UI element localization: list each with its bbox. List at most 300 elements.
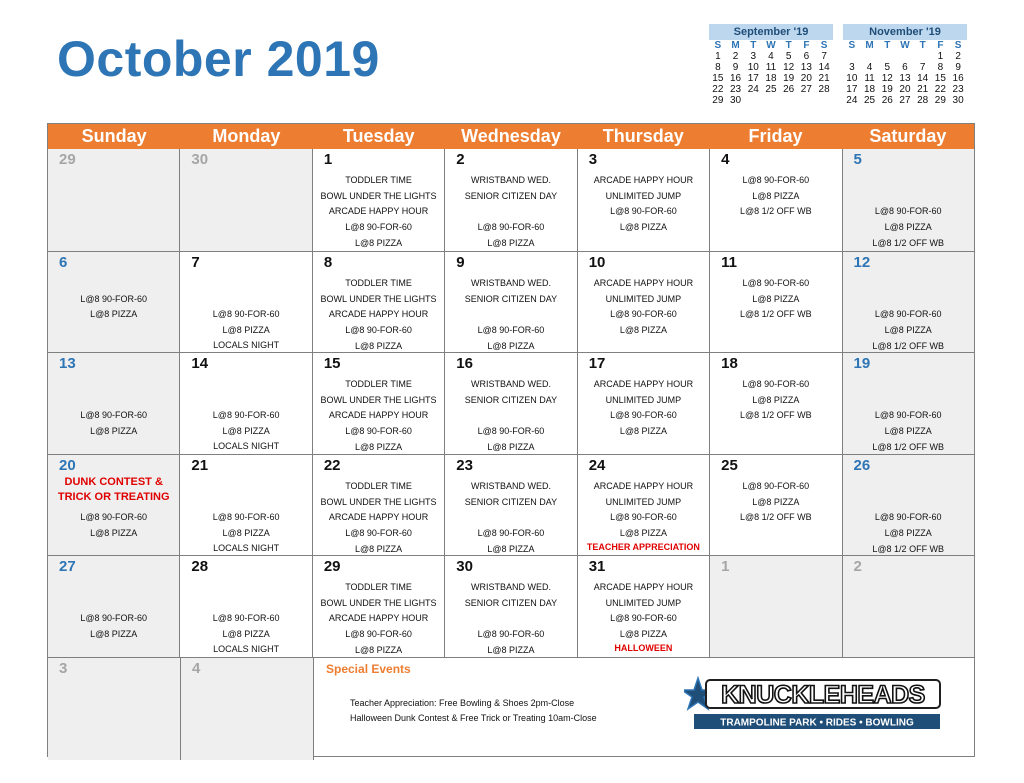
- event-text: L@8 PIZZA: [884, 527, 932, 538]
- event-text: HALLOWEEN: [614, 643, 673, 653]
- event-text: WRISTBAND WED.: [470, 582, 551, 592]
- day-number: 4: [192, 659, 201, 677]
- event-text: L@8 PIZZA: [90, 527, 138, 538]
- day-number: 18: [721, 355, 738, 372]
- mini-calendar-day-names: [843, 40, 967, 51]
- event-text: ARCADE HAPPY HOUR: [593, 582, 694, 592]
- mini-day: 8: [715, 62, 721, 73]
- event-text: L@8 PIZZA: [487, 238, 535, 248]
- event-text: L@8 90-FOR-60: [610, 206, 677, 216]
- mini-day: [744, 95, 762, 106]
- mini-day: 6: [803, 51, 810, 62]
- day-cell: [842, 353, 974, 454]
- mini-day: 20: [899, 84, 911, 95]
- event-text: L@8 PIZZA: [752, 191, 800, 201]
- event-text: SENIOR CITIZEN DAY: [464, 293, 558, 304]
- day-number: 4: [721, 151, 730, 168]
- mini-day: 7: [919, 62, 926, 73]
- event-text: ARCADE HAPPY HOUR: [328, 511, 429, 522]
- event-text: L@8 PIZZA: [884, 426, 932, 436]
- event-text: L@8 90-FOR-60: [80, 613, 148, 623]
- weekday-header-thursday: Thursday: [602, 126, 684, 146]
- event-text: L@8 PIZZA: [752, 293, 800, 304]
- event-text: L@8 PIZZA: [222, 629, 270, 639]
- event-text: L@8 90-FOR-60: [874, 308, 942, 319]
- mini-day: 8: [937, 62, 944, 73]
- day-number: 15: [323, 355, 341, 372]
- day-number: 27: [59, 558, 76, 575]
- week-row: [48, 555, 974, 657]
- day-number: 24: [588, 456, 606, 474]
- event-text: SENIOR CITIZEN DAY: [464, 191, 558, 201]
- mini-calendar-september: [709, 24, 833, 106]
- mini-day-name: T: [919, 40, 926, 51]
- day-number: 29: [59, 151, 76, 168]
- day-cell: [709, 556, 841, 657]
- mini-day: [815, 95, 833, 106]
- mini-day: 10: [846, 73, 858, 84]
- day-cell: [179, 556, 311, 657]
- event-text: L@8 1/2 OFF WB: [872, 238, 945, 248]
- event-text: BOWL UNDER THE LIGHTS: [320, 293, 437, 304]
- event-text: L@8 PIZZA: [619, 222, 667, 232]
- event-text: L@8 90-FOR-60: [345, 426, 412, 436]
- mini-day: 29: [712, 95, 724, 106]
- event-text: ARCADE HAPPY HOUR: [593, 277, 694, 288]
- day-number: 20: [59, 456, 76, 474]
- event-text: TODDLER TIME: [345, 480, 412, 491]
- mini-calendar-month-title: September '19: [709, 24, 833, 40]
- day-cell: [179, 252, 311, 353]
- mini-day: 22: [934, 84, 946, 95]
- day-cell: [709, 455, 841, 556]
- event-text: L@8 1/2 OFF WB: [872, 340, 945, 351]
- mini-calendar-week: [843, 84, 967, 95]
- mini-day: 13: [899, 73, 911, 84]
- mini-day: 16: [952, 73, 964, 84]
- day-number: 31: [588, 558, 606, 575]
- mini-day: 7: [821, 51, 827, 62]
- day-number: 19: [853, 355, 871, 372]
- event-text: L@8 90-FOR-60: [874, 206, 942, 216]
- event-text: L@8 90-FOR-60: [80, 293, 148, 304]
- mini-day: 18: [863, 84, 876, 95]
- day-number: 28: [191, 558, 209, 575]
- day-number: 23: [456, 456, 473, 474]
- mini-day: 20: [800, 73, 812, 84]
- day-cell: [444, 252, 576, 353]
- mini-day: 5: [785, 51, 792, 62]
- mini-calendar-week: [843, 73, 967, 84]
- day-cell: [444, 353, 576, 454]
- mini-day: 21: [818, 73, 830, 84]
- mini-day: 30: [729, 95, 742, 106]
- day-cell: [48, 149, 179, 251]
- day-cell: [577, 353, 709, 454]
- day-number: 29: [323, 558, 341, 575]
- special-event-line: Teacher Appreciation: Free Bowling & Shoes 2pm-Close: [350, 697, 575, 708]
- mini-day: 3: [849, 62, 855, 73]
- mini-day: 3: [750, 51, 757, 62]
- event-text: L@8 90-FOR-60: [212, 308, 280, 319]
- event-text: L@8 90-FOR-60: [874, 511, 942, 522]
- event-text: ARCADE HAPPY HOUR: [593, 175, 694, 185]
- event-text: BOWL UNDER THE LIGHTS: [320, 496, 437, 507]
- event-text: L@8 PIZZA: [884, 324, 932, 335]
- day-cell: [444, 455, 576, 556]
- event-text: L@8 1/2 OFF WB: [739, 206, 812, 216]
- event-text: L@8 90-FOR-60: [742, 175, 810, 185]
- day-number: 2: [456, 151, 465, 168]
- event-text: L@8 PIZZA: [222, 527, 270, 538]
- logo-tagline: TRAMPOLINE PARK • RIDES • BOWLING: [720, 717, 914, 728]
- mini-day: [780, 95, 798, 106]
- day-cell: [312, 252, 444, 353]
- mini-day: 21: [917, 84, 929, 95]
- event-text: L@8 90-FOR-60: [742, 277, 810, 288]
- mini-day-name: T: [884, 40, 891, 51]
- day-number: 25: [721, 456, 738, 474]
- mini-day: 19: [881, 84, 893, 95]
- event-text: L@8 90-FOR-60: [345, 527, 412, 538]
- mini-day: 9: [732, 62, 739, 73]
- event-text: TODDLER TIME: [345, 379, 412, 389]
- special-events-title: Special Events: [326, 661, 411, 676]
- day-number: 10: [588, 253, 606, 271]
- event-text: UNLIMITED JUMP: [605, 496, 682, 507]
- day-cell: [842, 556, 974, 657]
- event-text: L@8 PIZZA: [354, 645, 403, 655]
- day-cell: [312, 149, 444, 251]
- event-text: BOWL UNDER THE LIGHTS: [320, 598, 437, 608]
- mini-day-name: M: [865, 40, 874, 51]
- mini-day-name: F: [937, 40, 944, 51]
- day-cell: [48, 658, 180, 760]
- mini-calendar-week: [843, 95, 967, 106]
- event-text: WRISTBAND WED.: [470, 379, 551, 389]
- event-text: L@8 90-FOR-60: [610, 613, 677, 623]
- event-text: L@8 1/2 OFF WB: [739, 410, 812, 420]
- event-text: L@8 PIZZA: [90, 426, 138, 436]
- event-text: DUNK CONTEST &: [64, 475, 163, 488]
- mini-calendar-week: [843, 51, 967, 62]
- day-number: 26: [853, 456, 871, 474]
- day-number: 1: [323, 151, 333, 168]
- event-text: L@8 90-FOR-60: [345, 629, 412, 639]
- event-text: L@8 90-FOR-60: [80, 410, 148, 420]
- event-text: LOCALS NIGHT: [213, 339, 280, 350]
- event-text: SENIOR CITIZEN DAY: [464, 598, 558, 608]
- mini-day: 24: [747, 84, 759, 95]
- day-number: 30: [456, 558, 473, 575]
- day-number: 7: [191, 253, 200, 271]
- event-text: WRISTBAND WED.: [470, 480, 551, 491]
- mini-calendar-day-names: [709, 40, 833, 51]
- event-text: BOWL UNDER THE LIGHTS: [320, 395, 437, 405]
- page-title: October 2019: [57, 31, 380, 87]
- mini-day: 2: [955, 51, 961, 62]
- event-text: L@8 PIZZA: [354, 238, 403, 248]
- day-number: 13: [59, 355, 76, 372]
- event-text: L@8 90-FOR-60: [212, 410, 280, 420]
- event-text: L@8 90-FOR-60: [610, 511, 677, 522]
- mini-day: 28: [818, 84, 830, 95]
- mini-day: 17: [846, 84, 858, 95]
- day-cell: [444, 556, 576, 657]
- mini-day: [861, 51, 879, 62]
- special-events-panel: [313, 658, 974, 760]
- weekday-header-tuesday: Tuesday: [342, 126, 415, 146]
- event-text: UNLIMITED JUMP: [605, 191, 682, 201]
- weekday-header-saturday: Saturday: [869, 126, 947, 146]
- mini-day-name: T: [785, 40, 792, 51]
- event-text: ARCADE HAPPY HOUR: [328, 308, 429, 319]
- day-cell: [179, 455, 311, 556]
- event-text: L@8 PIZZA: [487, 340, 535, 351]
- mini-calendar-week: [709, 51, 833, 62]
- day-number: 21: [191, 456, 209, 474]
- day-cell: [444, 149, 576, 251]
- event-text: ARCADE HAPPY HOUR: [328, 410, 429, 420]
- month-calendar: [47, 123, 975, 757]
- weekday-header-wednesday: Wednesday: [461, 126, 561, 146]
- mini-day-name: S: [714, 40, 722, 51]
- event-text: LOCALS NIGHT: [213, 644, 280, 654]
- day-cell: [842, 455, 974, 556]
- mini-calendar-week: [709, 62, 833, 73]
- event-text: L@8 1/2 OFF WB: [739, 308, 812, 319]
- mini-day: [896, 51, 914, 62]
- day-cell: [48, 556, 179, 657]
- mini-calendar-november: [843, 24, 967, 106]
- event-text: L@8 90-FOR-60: [345, 222, 412, 232]
- mini-day: [914, 51, 932, 62]
- mini-day-name: M: [731, 40, 740, 51]
- weekday-header-bar: [48, 124, 974, 149]
- mini-day: 1: [937, 51, 944, 62]
- special-event-line: Halloween Dunk Contest & Free Trick or Treating 10am-Close: [350, 712, 597, 723]
- day-number: 14: [191, 355, 209, 372]
- day-number: 16: [456, 355, 473, 372]
- mini-day: 13: [800, 62, 812, 73]
- final-week-row: [48, 657, 974, 760]
- mini-day: 6: [902, 62, 908, 73]
- mini-day: 22: [712, 84, 724, 95]
- day-number: 17: [588, 355, 606, 372]
- event-text: L@8 PIZZA: [619, 527, 667, 538]
- mini-day: 25: [863, 95, 876, 106]
- mini-calendar-week: [709, 95, 833, 106]
- mini-day: [798, 95, 816, 106]
- day-cell: [577, 252, 709, 353]
- event-text: L@8 1/2 OFF WB: [739, 511, 812, 522]
- event-text: L@8 PIZZA: [354, 442, 403, 452]
- event-text: L@8 90-FOR-60: [345, 324, 412, 335]
- event-text: L@8 90-FOR-60: [212, 511, 280, 522]
- event-text: L@8 90-FOR-60: [610, 308, 677, 319]
- event-text: L@8 PIZZA: [90, 308, 138, 319]
- event-text: L@8 PIZZA: [619, 629, 667, 639]
- week-row: [48, 149, 974, 251]
- event-text: UNLIMITED JUMP: [605, 395, 682, 405]
- day-cell: [577, 455, 709, 556]
- event-text: SENIOR CITIZEN DAY: [464, 395, 558, 405]
- mini-day: 15: [934, 73, 946, 84]
- mini-day: 23: [952, 84, 964, 95]
- mini-day: 27: [800, 84, 812, 95]
- day-number: 22: [323, 456, 341, 474]
- event-text: L@8 PIZZA: [619, 426, 667, 436]
- event-text: ARCADE HAPPY HOUR: [593, 480, 694, 491]
- event-text: L@8 PIZZA: [222, 324, 270, 335]
- event-text: UNLIMITED JUMP: [605, 293, 682, 304]
- day-cell: [48, 353, 179, 454]
- event-text: L@8 PIZZA: [619, 324, 667, 335]
- event-text: L@8 PIZZA: [90, 629, 138, 639]
- mini-day-name: S: [820, 40, 828, 51]
- day-cell: [709, 353, 841, 454]
- mini-day: [762, 95, 780, 106]
- mini-day-name: T: [750, 40, 757, 51]
- event-text: L@8 PIZZA: [752, 496, 800, 507]
- mini-day-name: S: [848, 40, 856, 51]
- event-text: L@8 90-FOR-60: [477, 324, 545, 335]
- day-cell: [709, 149, 841, 251]
- weekday-header-friday: Friday: [748, 126, 803, 146]
- day-cell: [179, 353, 311, 454]
- mini-day: 14: [818, 62, 830, 73]
- event-text: UNLIMITED JUMP: [605, 598, 682, 608]
- event-text: L@8 90-FOR-60: [742, 480, 810, 491]
- mini-day: [843, 51, 861, 62]
- event-text: L@8 PIZZA: [487, 442, 535, 452]
- event-text: L@8 PIZZA: [884, 222, 932, 232]
- mini-day: 1: [715, 51, 721, 62]
- mini-day: 28: [917, 95, 929, 106]
- mini-day-name: S: [954, 40, 962, 51]
- event-text: L@8 PIZZA: [354, 543, 403, 554]
- day-number: 3: [588, 151, 598, 168]
- day-number: 3: [59, 659, 68, 677]
- day-number: 11: [721, 253, 737, 271]
- event-text: L@8 90-FOR-60: [80, 511, 148, 522]
- mini-day-name: W: [900, 40, 910, 51]
- event-text: LOCALS NIGHT: [213, 542, 280, 553]
- day-number: 8: [323, 253, 333, 271]
- day-cell: [577, 149, 709, 251]
- day-cell: [312, 455, 444, 556]
- day-number: 5: [853, 151, 862, 168]
- mini-day: 4: [768, 51, 774, 62]
- event-text: L@8 90-FOR-60: [477, 426, 545, 436]
- mini-day: 4: [866, 62, 873, 73]
- mini-day: 25: [765, 84, 777, 95]
- day-number: 2: [853, 558, 862, 575]
- event-text: L@8 90-FOR-60: [742, 379, 810, 389]
- event-text: TODDLER TIME: [345, 582, 412, 592]
- mini-calendar-table: [843, 40, 967, 106]
- weekday-header-monday: Monday: [212, 126, 281, 146]
- day-cell: [48, 455, 179, 556]
- mini-calendar-week: [843, 62, 967, 73]
- mini-day: 19: [783, 73, 795, 84]
- event-text: L@8 PIZZA: [487, 543, 535, 554]
- mini-day: 14: [917, 73, 929, 84]
- event-text: ARCADE HAPPY HOUR: [593, 379, 694, 389]
- day-cell: [577, 556, 709, 657]
- mini-day: 27: [899, 95, 911, 106]
- event-text: L@8 PIZZA: [354, 340, 403, 351]
- event-text: L@8 PIZZA: [487, 645, 535, 655]
- event-text: L@8 90-FOR-60: [477, 527, 545, 538]
- event-text: L@8 PIZZA: [752, 395, 800, 405]
- event-text: SENIOR CITIZEN DAY: [464, 496, 558, 507]
- mini-day: 9: [955, 62, 961, 73]
- weekday-header-sunday: Sunday: [81, 126, 147, 146]
- mini-day: 12: [783, 62, 795, 73]
- day-number: 1: [721, 558, 730, 575]
- day-number: 6: [59, 253, 68, 271]
- logo-wordmark: KNUCKLEHEADS: [721, 680, 925, 709]
- event-text: L@8 90-FOR-60: [874, 410, 942, 420]
- mini-day: 10: [747, 62, 759, 73]
- mini-day: 26: [783, 84, 795, 95]
- day-cell: [48, 252, 179, 353]
- event-text: TODDLER TIME: [345, 175, 412, 185]
- mini-calendar-week: [709, 84, 833, 95]
- mini-day-name: F: [803, 40, 810, 51]
- calendar-grid: [48, 149, 974, 760]
- event-text: L@8 1/2 OFF WB: [872, 442, 945, 452]
- event-text: WRISTBAND WED.: [470, 175, 551, 185]
- mini-day: 2: [732, 51, 739, 62]
- day-cell: [312, 353, 444, 454]
- event-text: TODDLER TIME: [345, 277, 412, 288]
- day-number: 30: [191, 151, 209, 168]
- event-text: L@8 1/2 OFF WB: [872, 543, 945, 554]
- day-cell: [842, 252, 974, 353]
- mini-day: 17: [747, 73, 759, 84]
- week-row: [48, 352, 974, 454]
- mini-day: 29: [934, 95, 946, 106]
- mini-day: 24: [846, 95, 858, 106]
- week-row: [48, 251, 974, 353]
- day-cell: [709, 252, 841, 353]
- knuckleheads-logo: [684, 670, 942, 734]
- mini-day: 30: [952, 95, 964, 106]
- mini-day: 26: [881, 95, 893, 106]
- mini-day: 12: [881, 73, 893, 84]
- day-cell: [180, 658, 313, 760]
- event-text: ARCADE HAPPY HOUR: [328, 613, 429, 623]
- mini-day: 18: [765, 73, 777, 84]
- day-cell: [312, 556, 444, 657]
- mini-day: 5: [884, 62, 891, 73]
- mini-calendar-table: [709, 40, 833, 106]
- event-text: L@8 90-FOR-60: [477, 222, 545, 232]
- mini-calendar-month-title: November '19: [843, 24, 967, 40]
- mini-day: 11: [765, 62, 777, 73]
- mini-day: 16: [729, 73, 742, 84]
- mini-day: 23: [729, 84, 742, 95]
- mini-day: 15: [712, 73, 724, 84]
- mini-day: 11: [864, 73, 875, 84]
- day-number: 9: [456, 253, 465, 271]
- mini-calendar-week: [709, 73, 833, 84]
- day-number: 12: [853, 253, 871, 271]
- event-text: L@8 90-FOR-60: [610, 410, 677, 420]
- day-cell: [842, 149, 974, 251]
